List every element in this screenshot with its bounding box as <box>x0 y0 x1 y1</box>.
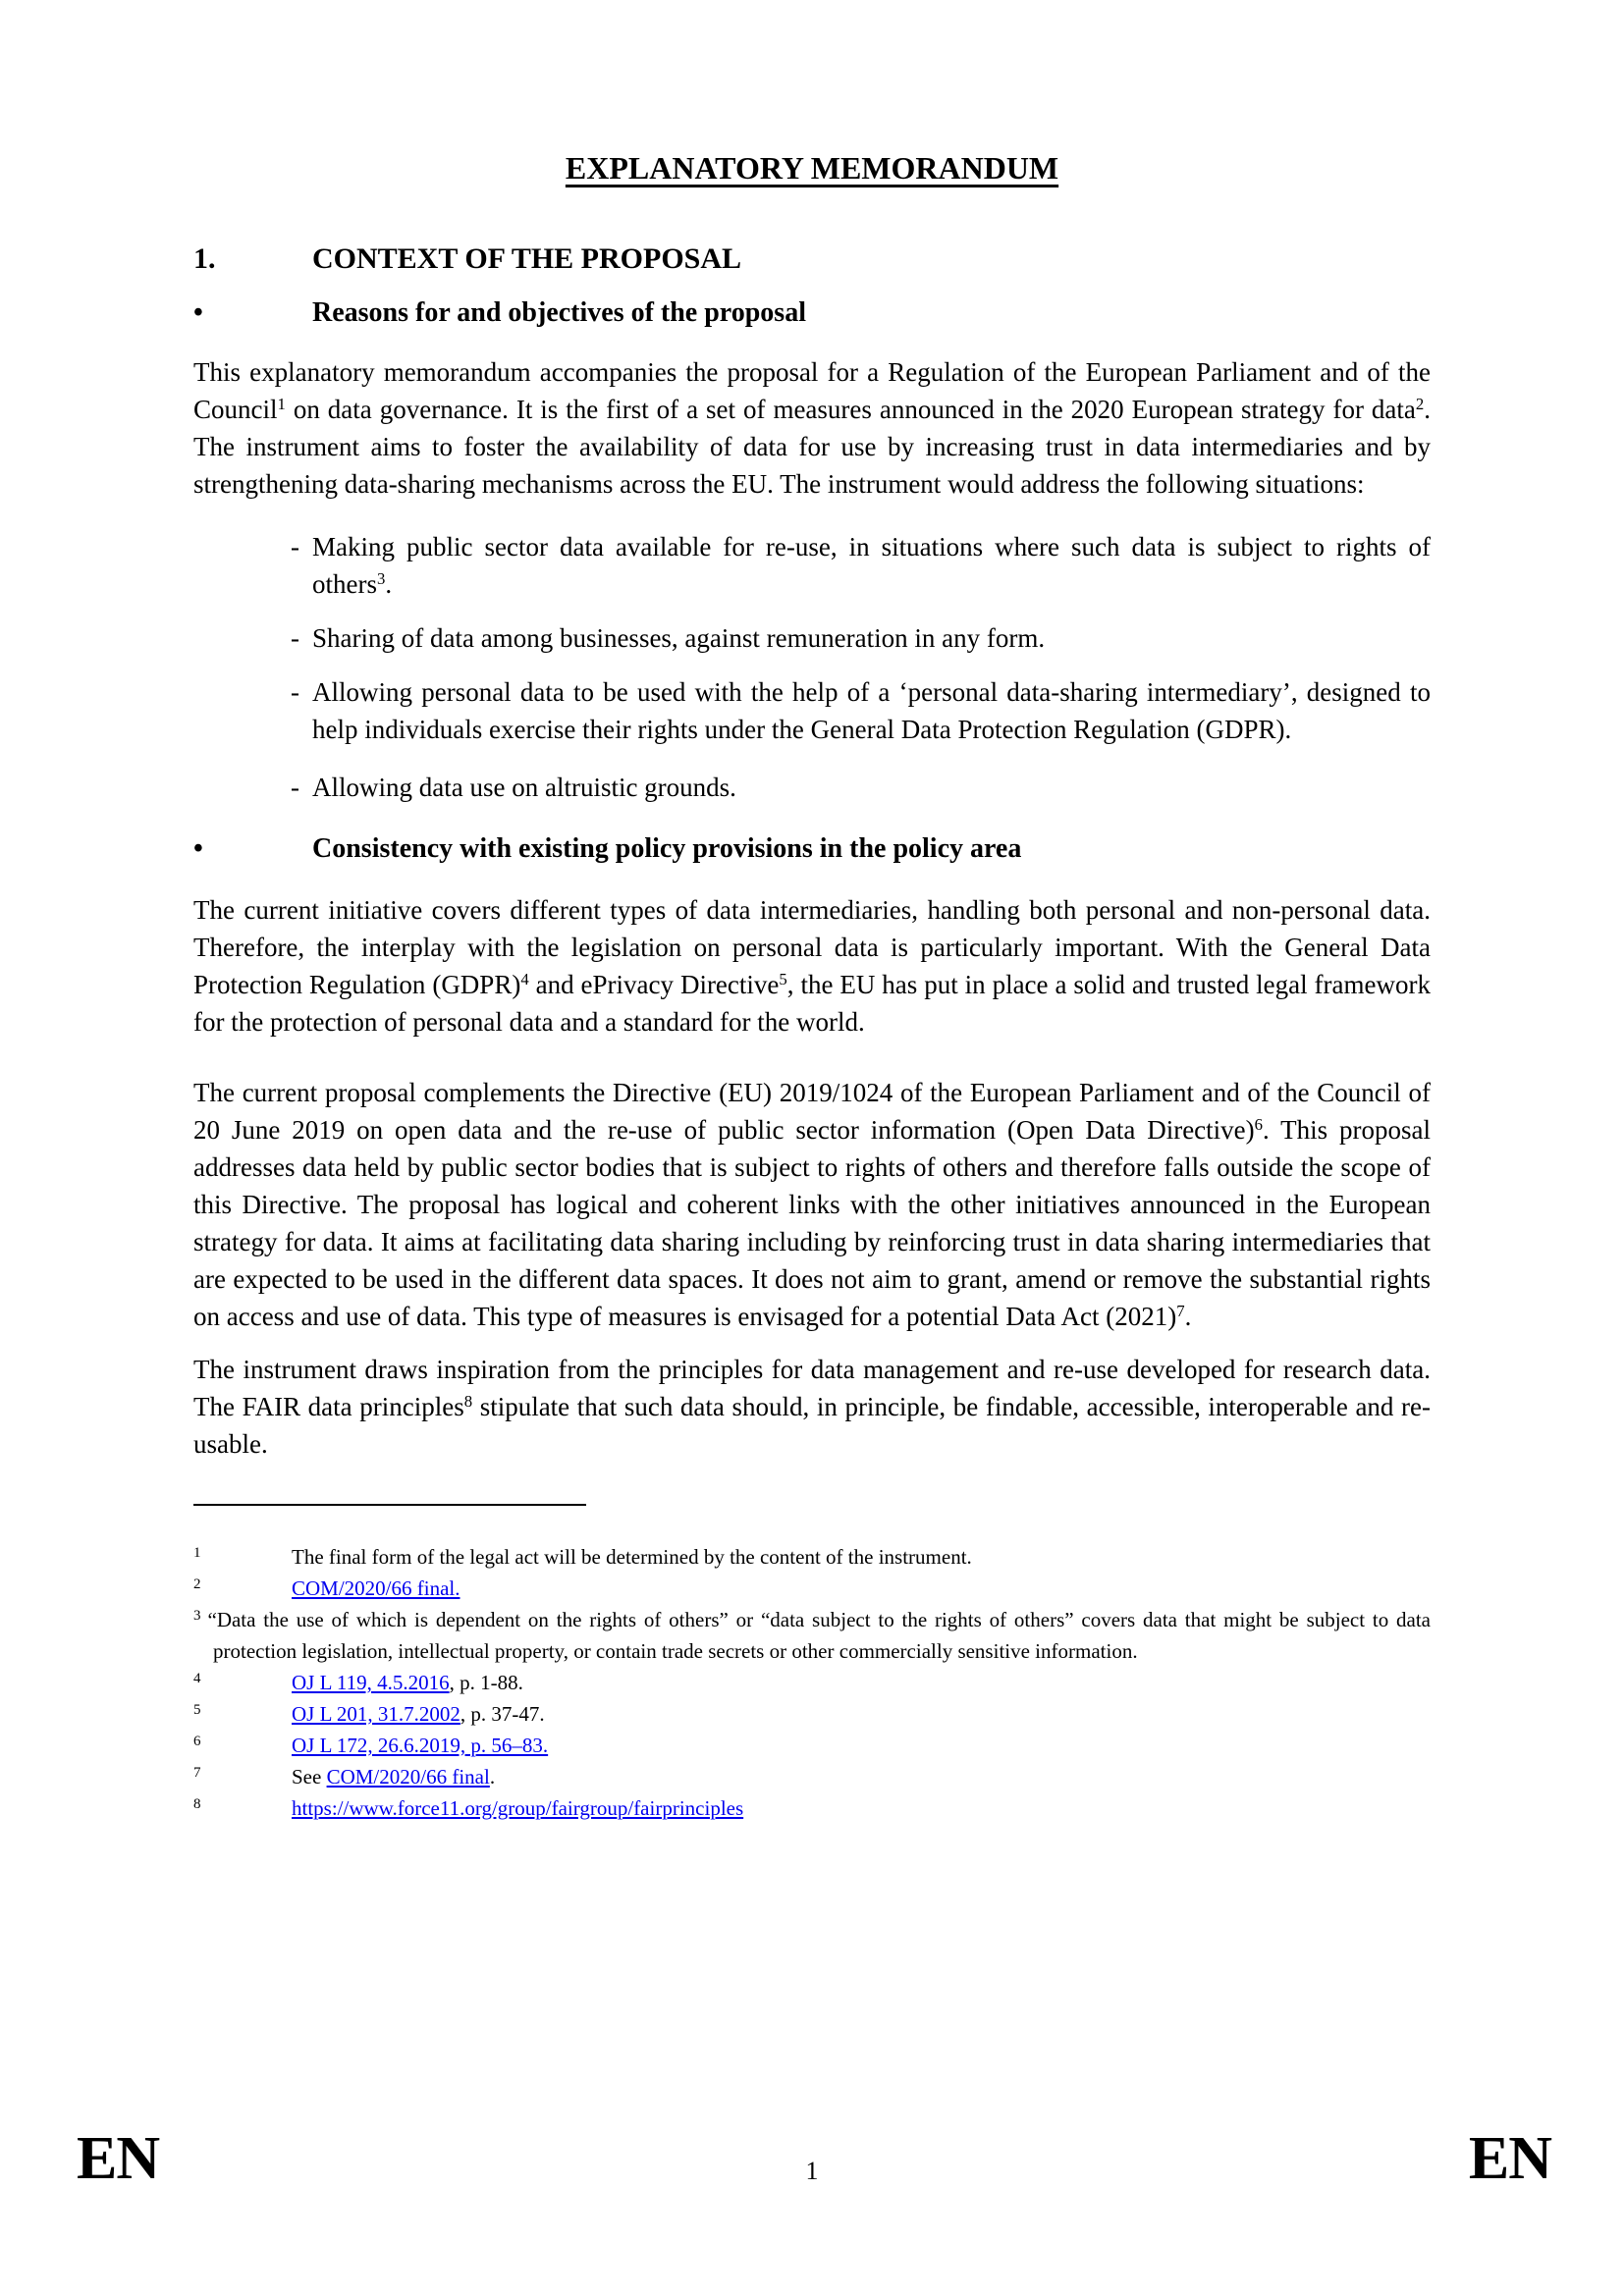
bullet-marker: • <box>193 297 203 328</box>
footnote <box>193 1730 1431 1761</box>
list-item-text <box>312 769 1431 806</box>
footnote-text <box>292 1761 1431 1792</box>
document-title <box>193 149 1431 187</box>
footnote <box>193 1698 1431 1730</box>
list-item <box>193 528 1431 603</box>
text-run: on data governance. It is the first of a set of measures announced in the 2020 European strategy for data <box>285 395 1416 424</box>
footnote-ref: 1 <box>277 394 286 413</box>
dash-marker: - <box>291 623 299 653</box>
footnote-text <box>292 1698 1431 1730</box>
footnote-number: 7 <box>193 1765 201 1781</box>
footer-language-right: EN <box>1468 2125 1551 2192</box>
text-run: . <box>489 1765 496 1789</box>
subsection-heading-text: Consistency with existing policy provisions in the policy area <box>312 833 1022 864</box>
section-heading <box>193 241 1431 277</box>
list-item <box>193 619 1431 657</box>
footnote-number: 3 <box>193 1608 201 1624</box>
text-run: Allowing data use on altruistic grounds. <box>312 773 736 802</box>
footnote-link[interactable]: COM/2020/66 final. <box>292 1576 460 1600</box>
footnote-ref: 8 <box>463 1391 473 1411</box>
text-run: . The instrument aims to foster the availability of data for use by increasing trust in data intermediaries and by strengthening data-sharing mechanisms across the EU. The instrument would address the following situations: <box>193 395 1431 499</box>
dash-marker: - <box>291 773 299 802</box>
footnote-number: 6 <box>193 1734 201 1749</box>
bullet-marker: • <box>193 833 203 864</box>
footnote <box>193 1604 1431 1667</box>
footnote-ref: 4 <box>520 969 529 988</box>
text-run: Allowing personal data to be used with the help of a ‘personal data-sharing intermediary’, designed to help individuals exercise their rights under the General Data Protection Regulation (GDPR). <box>312 677 1431 744</box>
footnote-link[interactable]: OJ L 201, 31.7.2002 <box>292 1702 460 1726</box>
text-run: , p. 1-88. <box>449 1671 523 1694</box>
footnote-ref: 3 <box>376 568 386 588</box>
footnote-number: 8 <box>193 1796 201 1812</box>
footer-language-left: EN <box>77 2125 160 2192</box>
list-item-text <box>312 673 1431 748</box>
page-number: 1 <box>805 2157 819 2185</box>
footnote <box>193 1761 1431 1792</box>
footnote-text <box>292 1792 1431 1824</box>
footnote <box>193 1541 1431 1573</box>
text-run: See <box>292 1765 327 1789</box>
list-item-text <box>312 619 1431 657</box>
text-run: The instrument draws inspiration from the principles for data management and re-use developed for research data. The FAIR data principles <box>193 1355 1431 1421</box>
footnote <box>193 1667 1431 1698</box>
text-run: Sharing of data among businesses, against remuneration in any form. <box>312 623 1046 653</box>
footnote-ref: 2 <box>1415 394 1425 413</box>
document-content <box>193 149 1431 1824</box>
list-item-text <box>312 528 1431 603</box>
footnote-ref: 7 <box>1176 1301 1185 1320</box>
footnote-text <box>208 1608 1432 1663</box>
footnote-link[interactable]: OJ L 119, 4.5.2016 <box>292 1671 450 1694</box>
footnotes <box>193 1541 1431 1824</box>
text-run: and ePrivacy Directive <box>528 970 780 999</box>
text-run: This explanatory memorandum accompanies the proposal for a Regulation of the European Parliament and of the Council <box>193 357 1431 424</box>
footnote-ref: 6 <box>1254 1114 1264 1134</box>
text-run: stipulate that such data should, in principle, be findable, accessible, interoperable and re-usable. <box>193 1392 1431 1459</box>
footnote-text <box>292 1730 1431 1761</box>
text-run: The current initiative covers different types of data intermediaries, handling both personal and non-personal data. Therefore, the interplay with the legislation on personal data is particularly important. With the General Data Protection Regulation (GDPR) <box>193 895 1431 999</box>
footnote <box>193 1792 1431 1824</box>
text-run: The final form of the legal act will be determined by the content of the instrument. <box>292 1545 972 1569</box>
list-item <box>193 673 1431 748</box>
dash-marker: - <box>291 677 299 707</box>
paragraph <box>193 1351 1431 1463</box>
footnote-number: 1 <box>193 1545 201 1561</box>
footnote-number: 4 <box>193 1671 201 1686</box>
document-title-text: EXPLANATORY MEMORANDUM <box>565 150 1059 186</box>
footnote-text <box>292 1541 1431 1573</box>
list-item <box>193 769 1431 806</box>
paragraph <box>193 1074 1431 1335</box>
footnote-link[interactable]: https://www.force11.org/group/fairgroup/fairprinciples <box>292 1796 744 1820</box>
footnote-number: 2 <box>193 1576 201 1592</box>
text-run: , the EU has put in place a solid and trusted legal framework for the protection of personal data and a standard for the world. <box>193 970 1431 1037</box>
subsection-heading-reasons <box>193 296 1431 330</box>
text-run: The current proposal complements the Directive (EU) 2019/1024 of the European Parliament and of the Council of 20 June 2019 on open data and the re-use of public sector information (Open Data Directive) <box>193 1078 1431 1145</box>
footnote <box>193 1573 1431 1604</box>
text-run: Making public sector data available for re-use, in situations where such data is subject to rights of others <box>312 532 1431 599</box>
section-heading-text: CONTEXT OF THE PROPOSAL <box>312 242 742 275</box>
footnote-ref: 5 <box>779 969 787 988</box>
subsection-heading-text: Reasons for and objectives of the proposal <box>312 297 806 328</box>
text-run: “Data the use of which is dependent on the rights of others” or “data subject to the rights of others” covers data that might be subject to data protection legislation, intellectual property, or contain trade secrets or other commercially sensitive information. <box>207 1608 1431 1663</box>
footnote-separator <box>193 1504 586 1506</box>
paragraph <box>193 353 1431 503</box>
text-run: . <box>385 569 393 599</box>
subsection-heading-consistency <box>193 832 1431 866</box>
footnote-text <box>292 1667 1431 1698</box>
footnote-text <box>292 1573 1431 1604</box>
section-number: 1. <box>193 242 216 275</box>
footnote-link[interactable]: OJ L 172, 26.6.2019, p. 56–83. <box>292 1734 549 1757</box>
text-run: . <box>1184 1302 1192 1331</box>
paragraph <box>193 891 1431 1041</box>
footnote-number: 5 <box>193 1702 201 1718</box>
text-run: , p. 37-47. <box>460 1702 545 1726</box>
text-run: . This proposal addresses data held by public sector bodies that is subject to rights of others and therefore falls outside the scope of this Directive. The proposal has logical and coherent links with the other initiatives announced in the European strategy for data. It aims at facilitating data sharing including by reinforcing trust in data sharing intermediaries that are expected to be used in the different data spaces. It does not aim to grant, amend or remove the substantial rights on access and use of data. This type of measures is envisaged for a potential Data Act (2021) <box>193 1115 1432 1331</box>
footnote-link[interactable]: COM/2020/66 final <box>326 1765 490 1789</box>
dash-marker: - <box>291 532 299 561</box>
